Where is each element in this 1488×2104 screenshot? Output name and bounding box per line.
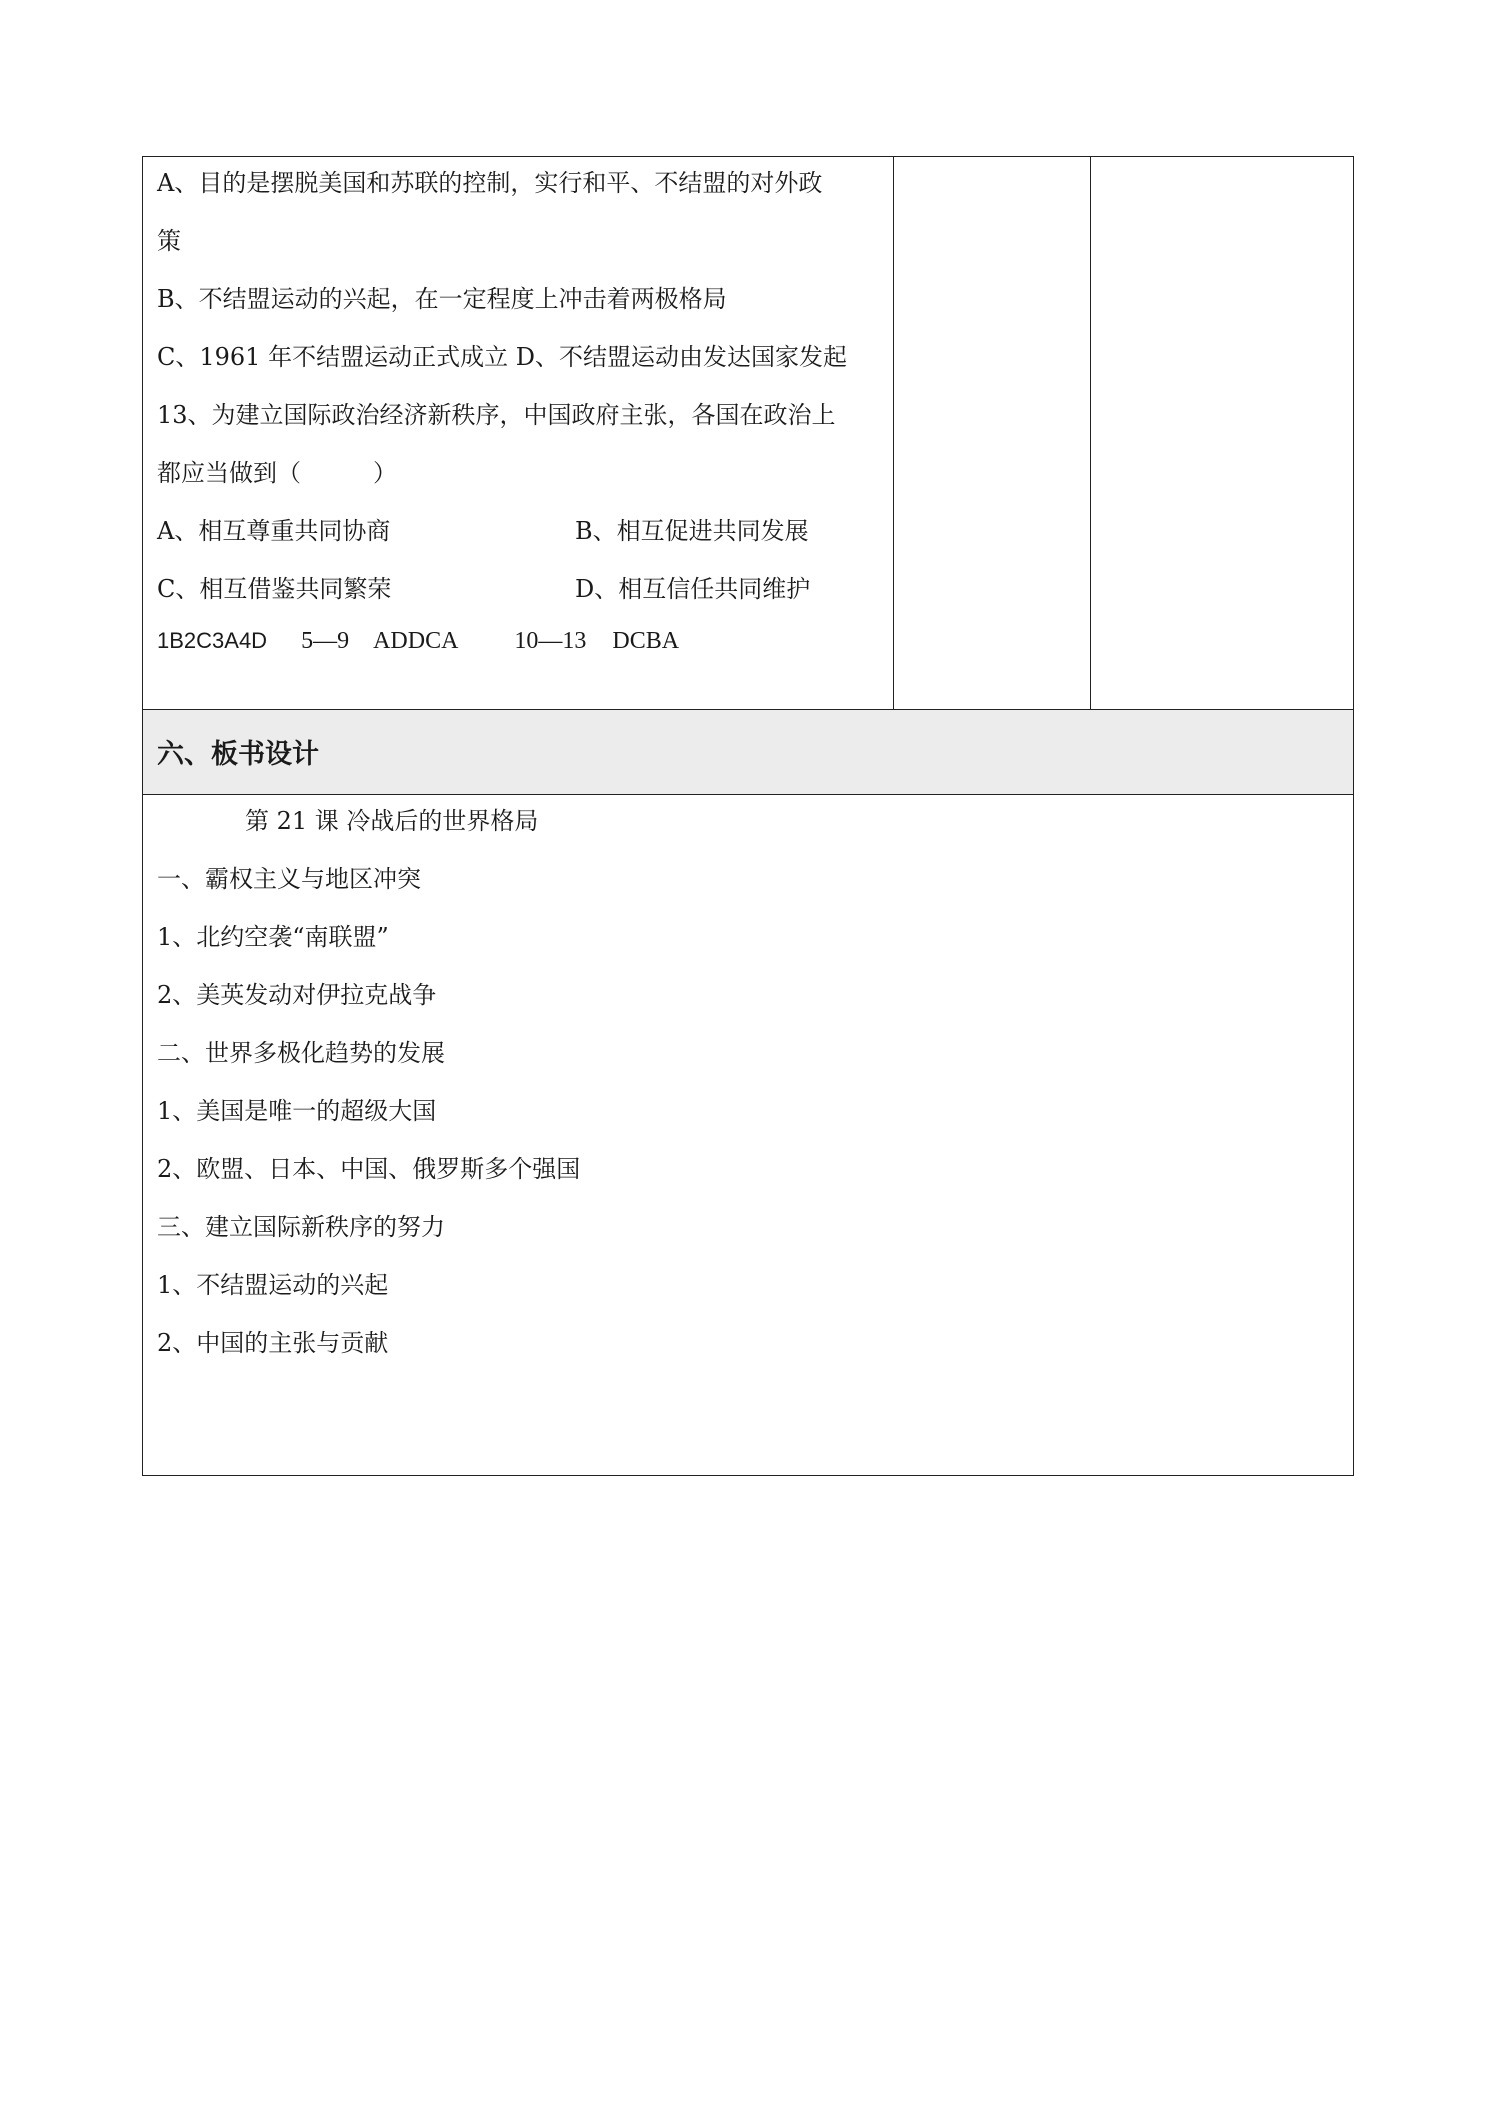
question-line: B、不结盟运动的兴起，在一定程度上冲击着两极格局 bbox=[157, 285, 727, 313]
answer-part-1: 1B2C3A4D bbox=[157, 628, 268, 653]
option-row bbox=[157, 513, 887, 549]
answer-key bbox=[157, 623, 679, 659]
outline-item: 三、建立国际新秩序的努力 bbox=[157, 1213, 445, 1241]
option-a: A、相互尊重共同协商 bbox=[157, 517, 391, 545]
outline-item: 2、中国的主张与贡献 bbox=[157, 1329, 389, 1357]
outline-item: 2、欧盟、日本、中国、俄罗斯多个强国 bbox=[157, 1155, 581, 1183]
option-d: D、相互信任共同维护 bbox=[575, 575, 811, 603]
section-header-row bbox=[143, 710, 1353, 795]
column-divider bbox=[1090, 157, 1091, 709]
outline-item: 一、霸权主义与地区冲突 bbox=[157, 865, 421, 893]
outline-item: 1、美国是唯一的超级大国 bbox=[157, 1097, 437, 1125]
question-line: C、1961 年不结盟运动正式成立 D、不结盟运动由发达国家发起 bbox=[157, 343, 847, 371]
outline-item: 1、不结盟运动的兴起 bbox=[157, 1271, 389, 1299]
outline-item: 1、北约空袭“南联盟” bbox=[157, 923, 389, 951]
answer-keys-3: DCBA bbox=[612, 628, 680, 654]
lesson-title: 第 21 课 冷战后的世界格局 bbox=[245, 807, 539, 835]
question-line: A、目的是摆脱美国和苏联的控制，实行和平、不结盟的对外政 bbox=[157, 169, 823, 197]
option-b: B、相互促进共同发展 bbox=[575, 517, 809, 545]
board-design-row bbox=[143, 795, 1353, 1475]
answer-range-2: 5—9 bbox=[301, 628, 350, 654]
answer-range-3: 10—13 bbox=[514, 628, 587, 654]
option-c: C、相互借鉴共同繁荣 bbox=[157, 575, 392, 603]
outline-item: 2、美英发动对伊拉克战争 bbox=[157, 981, 437, 1009]
answer-keys-2: ADDCA bbox=[373, 628, 459, 654]
outline-item: 二、世界多极化趋势的发展 bbox=[157, 1039, 445, 1067]
exercise-row bbox=[143, 157, 1353, 710]
question-line: 13、为建立国际政治经济新秩序，中国政府主张，各国在政治上 bbox=[157, 401, 836, 429]
lesson-table bbox=[142, 156, 1354, 1476]
question-line: 策 bbox=[157, 227, 181, 255]
section-title: 六、板书设计 bbox=[157, 739, 319, 770]
question-line: 都应当做到（ ） bbox=[157, 459, 397, 487]
column-divider bbox=[893, 157, 894, 709]
option-row bbox=[157, 571, 887, 607]
